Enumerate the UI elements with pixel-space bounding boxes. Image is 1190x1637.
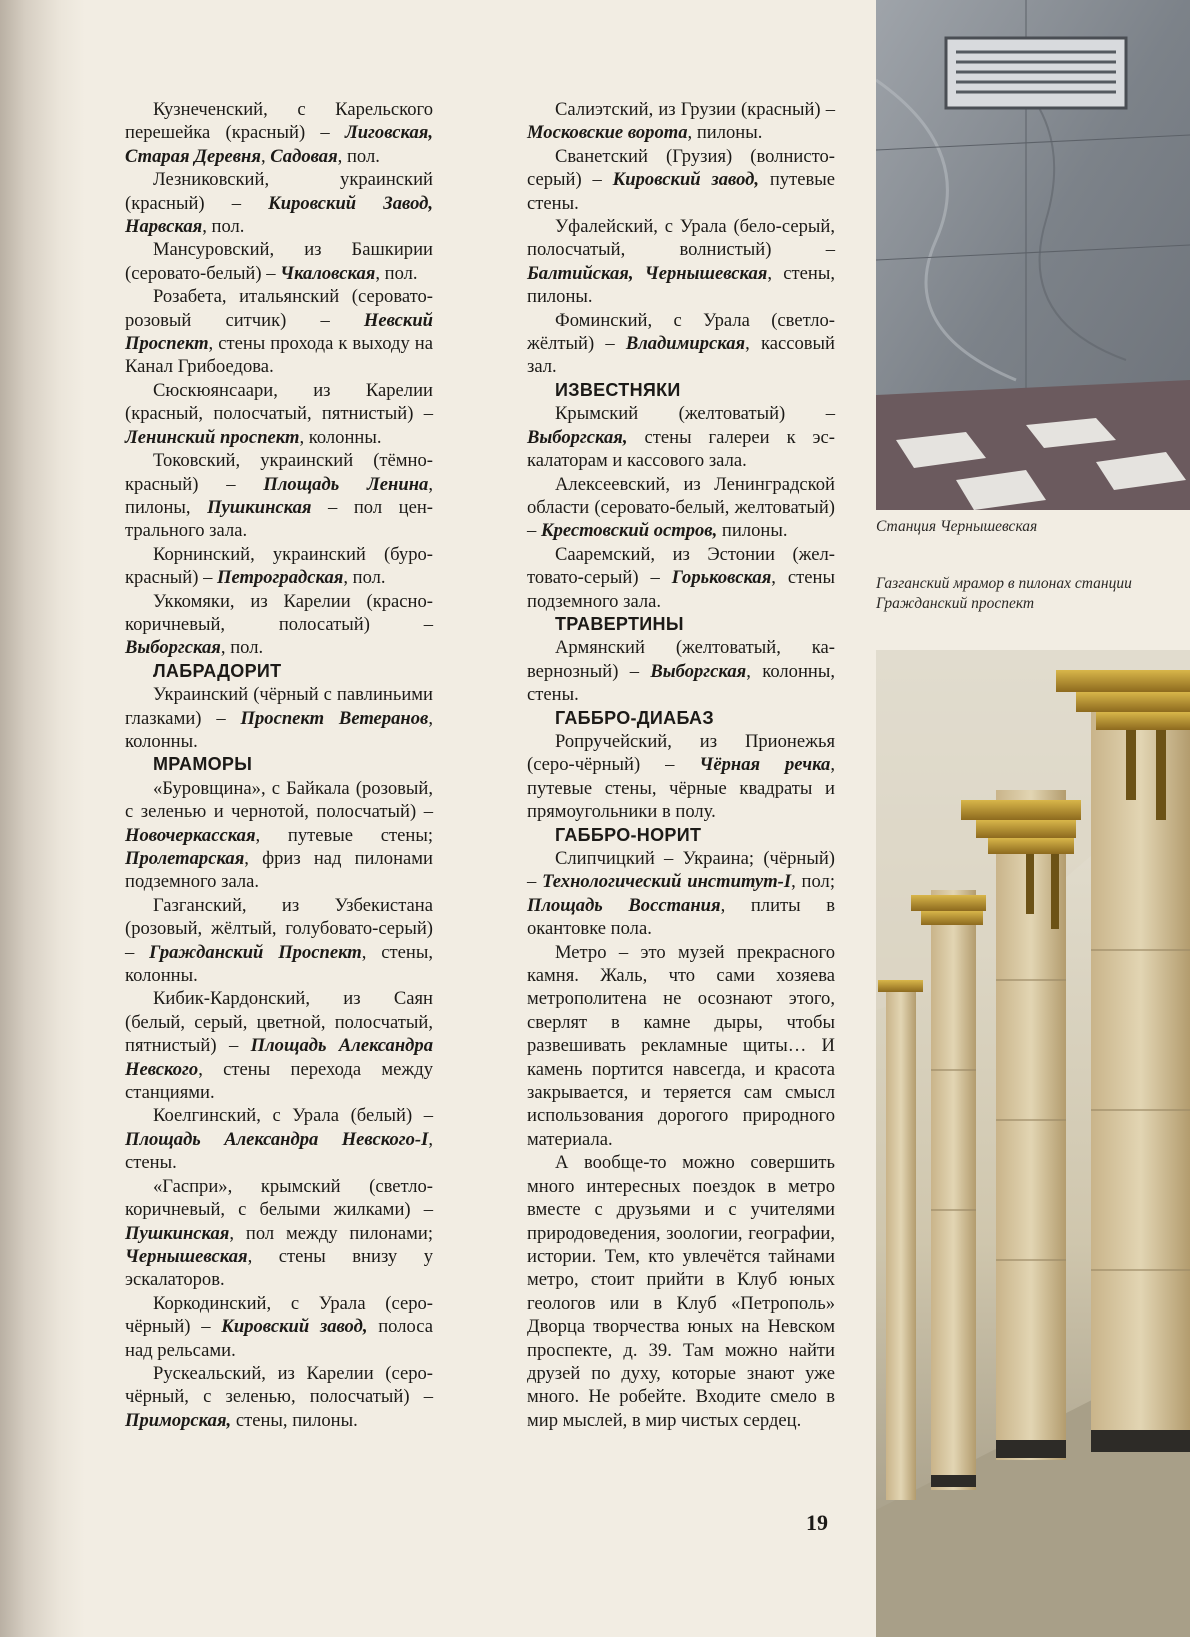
- station-name: Приморская,: [125, 1409, 232, 1431]
- stone-entry-paragraph: [527, 941, 835, 1152]
- station-name: Новочеркасская: [125, 824, 256, 846]
- station-name: Петроградская: [217, 567, 344, 589]
- paragraph-text: Коелгинский, с Урала (белый) –: [153, 1105, 433, 1127]
- station-name: Чёрная речка: [699, 754, 831, 776]
- paragraph-text: Кибик-Кардонский, из Саян (белый, серый, цветной, полосчатый, пятнистый) –: [125, 988, 433, 1057]
- station-name: Крестовский остров,: [540, 520, 718, 542]
- stone-entry-paragraph: [527, 1151, 835, 1432]
- station-name: Пролетарская: [125, 848, 245, 869]
- station-name: Владимирская: [625, 333, 746, 355]
- paragraph-text: Крымский (желтоватый) –: [555, 403, 835, 425]
- stone-entry-paragraph: [527, 636, 835, 706]
- paragraph-text: , пилоны,: [125, 473, 433, 518]
- paragraph-text: , пол.: [337, 145, 380, 167]
- section-heading: ТРАВЕРТИНЫ: [555, 613, 684, 634]
- section-heading: МРАМОРЫ: [153, 754, 253, 775]
- stone-entry-paragraph: [527, 215, 835, 309]
- right-text-column: [527, 98, 835, 1432]
- station-name: Площадь Александра Невского: [125, 1035, 433, 1080]
- stone-entry-paragraph: [125, 1104, 433, 1174]
- paragraph-text: Газганский, из Узбекистана (розовый, жёлтый, голубовато-серый) –: [125, 894, 433, 963]
- stone-entry-paragraph: [125, 238, 433, 285]
- paragraph-text: Кузнеченский, с Карельского перешейка (красный) –: [125, 99, 433, 144]
- paragraph-text: , пилоны.: [687, 122, 763, 144]
- paragraph-text: , пол;: [791, 871, 835, 893]
- caption-bottom-photo: Газганский мрамор в пилонах станции Гражданский проспект: [876, 575, 1132, 612]
- paragraph-text: , пол.: [343, 567, 386, 589]
- paragraph-text: ,: [260, 145, 271, 167]
- paragraph-text: , пол.: [202, 216, 245, 238]
- station-name: Пушкинская: [125, 1222, 230, 1244]
- left-text-column: [125, 98, 433, 1432]
- paragraph-text: , колонны, стены.: [527, 660, 835, 706]
- station-name: Кировский Завод, Нарвская: [125, 192, 433, 238]
- paragraph-text: , стены, пилоны.: [527, 262, 835, 308]
- paragraph-text: , путевые стены;: [255, 824, 433, 846]
- station-name: Балтийская, Чернышевская: [527, 262, 768, 284]
- paragraph-text: Корнинский, украинский (буро-красный) –: [125, 543, 433, 589]
- paragraph-text: , фриз над пилонами подземного зала.: [125, 848, 433, 893]
- paragraph-text: , пол между пилонами;: [229, 1222, 433, 1244]
- paragraph-text: стены галереи к эскалаторам и кассового зала.: [527, 426, 835, 472]
- paragraph-text: «Гаспри», крымский (светлокоричневый, с белыми жилками) –: [125, 1175, 433, 1221]
- photo-chernyshevskaya-station: [876, 0, 1190, 510]
- caption-top-photo: Станция Чернышевская: [876, 518, 1038, 535]
- stone-entry-paragraph: [125, 1292, 433, 1362]
- paragraph-text: Рускеальский, из Карелии (серо-чёрный, с зеленью, полосчатый) –: [125, 1362, 433, 1408]
- stone-entry-paragraph: [125, 987, 433, 1104]
- paragraph-text: «Буровщина», с Байкала (розовый, с зеленью и чернотой, полосчатый) –: [125, 777, 433, 823]
- paragraph-text: Уфалейский, с Урала (бело-серый, полосчатый, волнистый) –: [527, 216, 835, 261]
- paragraph-text: Фоминский, с Урала (светло-жёлтый) –: [527, 309, 835, 355]
- paragraph-text: Украинский (чёрный с павлиньими глазками) –: [125, 684, 433, 729]
- paragraph-text: , стены внизу у эскалаторов.: [125, 1245, 433, 1291]
- section-heading: ИЗВЕСТНЯКИ: [555, 379, 681, 400]
- paragraph-text: Сюскюянсаари, из Карелии (красный, полосчатый, пятнистый) –: [125, 379, 433, 425]
- paragraph-text: Сааремский, из Эстонии (желтовато-серый) –: [527, 543, 835, 589]
- station-name: Московские ворота: [527, 122, 688, 144]
- book-binding-shadow: [0, 0, 85, 1637]
- stone-entry-paragraph: [125, 285, 433, 379]
- paragraph-text: Салиэтский, из Грузии (красный) –: [555, 99, 835, 120]
- stone-entry-paragraph: [125, 168, 433, 238]
- paragraph-text: Алексеевский, из Ленинградской области (серовато-белый, желтоватый) –: [527, 473, 835, 542]
- stone-entry-paragraph: [527, 98, 835, 145]
- paragraph-text: Коркодинский, с Урала (серочёрный) –: [125, 1292, 433, 1338]
- stone-entry-paragraph: [125, 1175, 433, 1292]
- paragraph-text: Токовский, украинский (тёмно-красный) –: [125, 450, 433, 495]
- station-name: Пушкинская: [207, 496, 312, 518]
- paragraph-text: Слипчицкий – Украина; (чёрный) –: [527, 848, 835, 893]
- paragraph-text: Метро – это музей прекрасного камня. Жаль, что сами хозяева метрополитена не осознают этого, сверлят в камне дыры, чтобы развешивать рекламные щиты… И камень портится навсегда, и красота закрывается, и теряется сам смысл использования дорогого природного материала.: [527, 941, 835, 1150]
- station-name: Площадь Александра Невского-I: [125, 1128, 429, 1150]
- station-name: Садовая: [270, 145, 338, 167]
- paragraph-text: путевые стены.: [527, 169, 835, 214]
- station-name: Площадь Ленина: [263, 473, 429, 495]
- station-name: Чкаловская: [280, 262, 376, 284]
- station-name: Кировский завод,: [612, 169, 759, 191]
- stone-entry-paragraph: [125, 449, 433, 543]
- station-name: Площадь Восстания: [527, 894, 721, 916]
- paragraph-text: , стены перехода между станциями.: [125, 1058, 433, 1104]
- section-heading: ГАББРО-ДИАБАЗ: [555, 707, 714, 728]
- station-name: Лиговская, Старая Деревня: [125, 122, 433, 167]
- station-name: Чернышевская: [125, 1245, 248, 1267]
- paragraph-text: Армянский (желтоватый, кавернозный) –: [527, 637, 835, 682]
- paragraph-text: , путевые стены, чёрные квадраты и прямоугольники в полу.: [527, 754, 835, 823]
- stone-entry-paragraph: [527, 543, 835, 613]
- station-name: Выборгская: [650, 660, 747, 682]
- stone-entry-paragraph: [125, 1362, 433, 1432]
- stone-entry-paragraph: [125, 379, 433, 449]
- page-number: 19: [806, 1510, 828, 1535]
- paragraph-text: Уккомяки, из Карелии (красно-коричневый, полосатый) –: [125, 590, 433, 635]
- stone-entry-paragraph: [125, 98, 433, 168]
- station-name: Гражданский Проспект: [149, 941, 362, 963]
- stone-entry-paragraph: [527, 847, 835, 941]
- stone-entry-paragraph: [527, 309, 835, 379]
- station-name: Горьковская: [671, 567, 772, 589]
- stone-entry-paragraph: [527, 402, 835, 472]
- paragraph-text: , пол.: [220, 637, 264, 659]
- paragraph-text: , плиты в окантовке пола.: [527, 894, 835, 940]
- station-name: Ленинский проспект: [125, 426, 300, 448]
- stone-entry-paragraph: [125, 590, 433, 660]
- stone-entry-paragraph: [125, 543, 433, 590]
- stone-entry-paragraph: [527, 145, 835, 215]
- section-heading: ЛАБРАДОРИТ: [153, 660, 282, 681]
- paragraph-text: , стены.: [125, 1128, 433, 1174]
- paragraph-text: Лезниковский, украинский (красный) –: [125, 169, 433, 214]
- paragraph-text: – пол центрального зала.: [125, 496, 433, 542]
- stone-entry-paragraph: [125, 683, 433, 753]
- paragraph-text: стены, пилоны.: [231, 1409, 358, 1431]
- paragraph-text: Розабета, итальянский (серовато-розовый ситчик) –: [125, 286, 433, 331]
- station-name: Выборгская,: [527, 426, 628, 448]
- paragraph-text: , стены, колонны.: [125, 941, 433, 987]
- station-name: Проспект Ветеранов: [240, 707, 429, 729]
- section-heading: ГАББРО-НОРИТ: [555, 824, 702, 845]
- stone-entry-paragraph: [527, 730, 835, 824]
- paragraph-text: , кассовый зал.: [527, 333, 836, 378]
- station-name: Технологический институт-I: [542, 871, 792, 893]
- paragraph-text: полоса над рельсами.: [125, 1316, 433, 1361]
- paragraph-text: пилоны.: [717, 520, 788, 542]
- paragraph-text: Мансуровский, из Башкирии (серовато-белый) –: [125, 239, 433, 284]
- paragraph-text: , колонны.: [125, 707, 433, 752]
- stone-entry-paragraph: [125, 894, 433, 988]
- photo-grazhdansky-prospekt-station: [876, 650, 1190, 1637]
- stone-entry-paragraph: [527, 473, 835, 543]
- paragraph-text: Сванетский (Грузия) (волнисто-серый) –: [527, 145, 835, 191]
- paragraph-text: Ропручейский, из Прионежья (серо-чёрный) –: [527, 730, 835, 776]
- paragraph-text: , стены прохода к выходу на Канал Грибоедова.: [125, 333, 433, 378]
- paragraph-text: , пол.: [375, 262, 418, 284]
- paragraph-text: А вообще-то можно совершить много интересных поездок в метро вместе с друзьями и с учителями природоведения, зоологии, географии, истории. Тем, кто увлечётся тайнами метро, стоит прийти в Клуб юных геологов или в Клуб «Петрополь» Дворца творчества юных на Невском проспекте, д. 39. Там можно найти друзей по духу, которые знают уже много. Не робейте. Входите смело в мир мыслей, в мир чистых сердец.: [527, 1152, 835, 1431]
- paragraph-text: , колонны.: [299, 426, 382, 448]
- station-name: Кировский завод,: [221, 1316, 368, 1338]
- station-name: Выборгская: [125, 637, 221, 659]
- stone-entry-paragraph: [125, 777, 433, 894]
- station-name: Невский Проспект: [125, 309, 433, 355]
- paragraph-text: , стены подземного зала.: [527, 567, 835, 612]
